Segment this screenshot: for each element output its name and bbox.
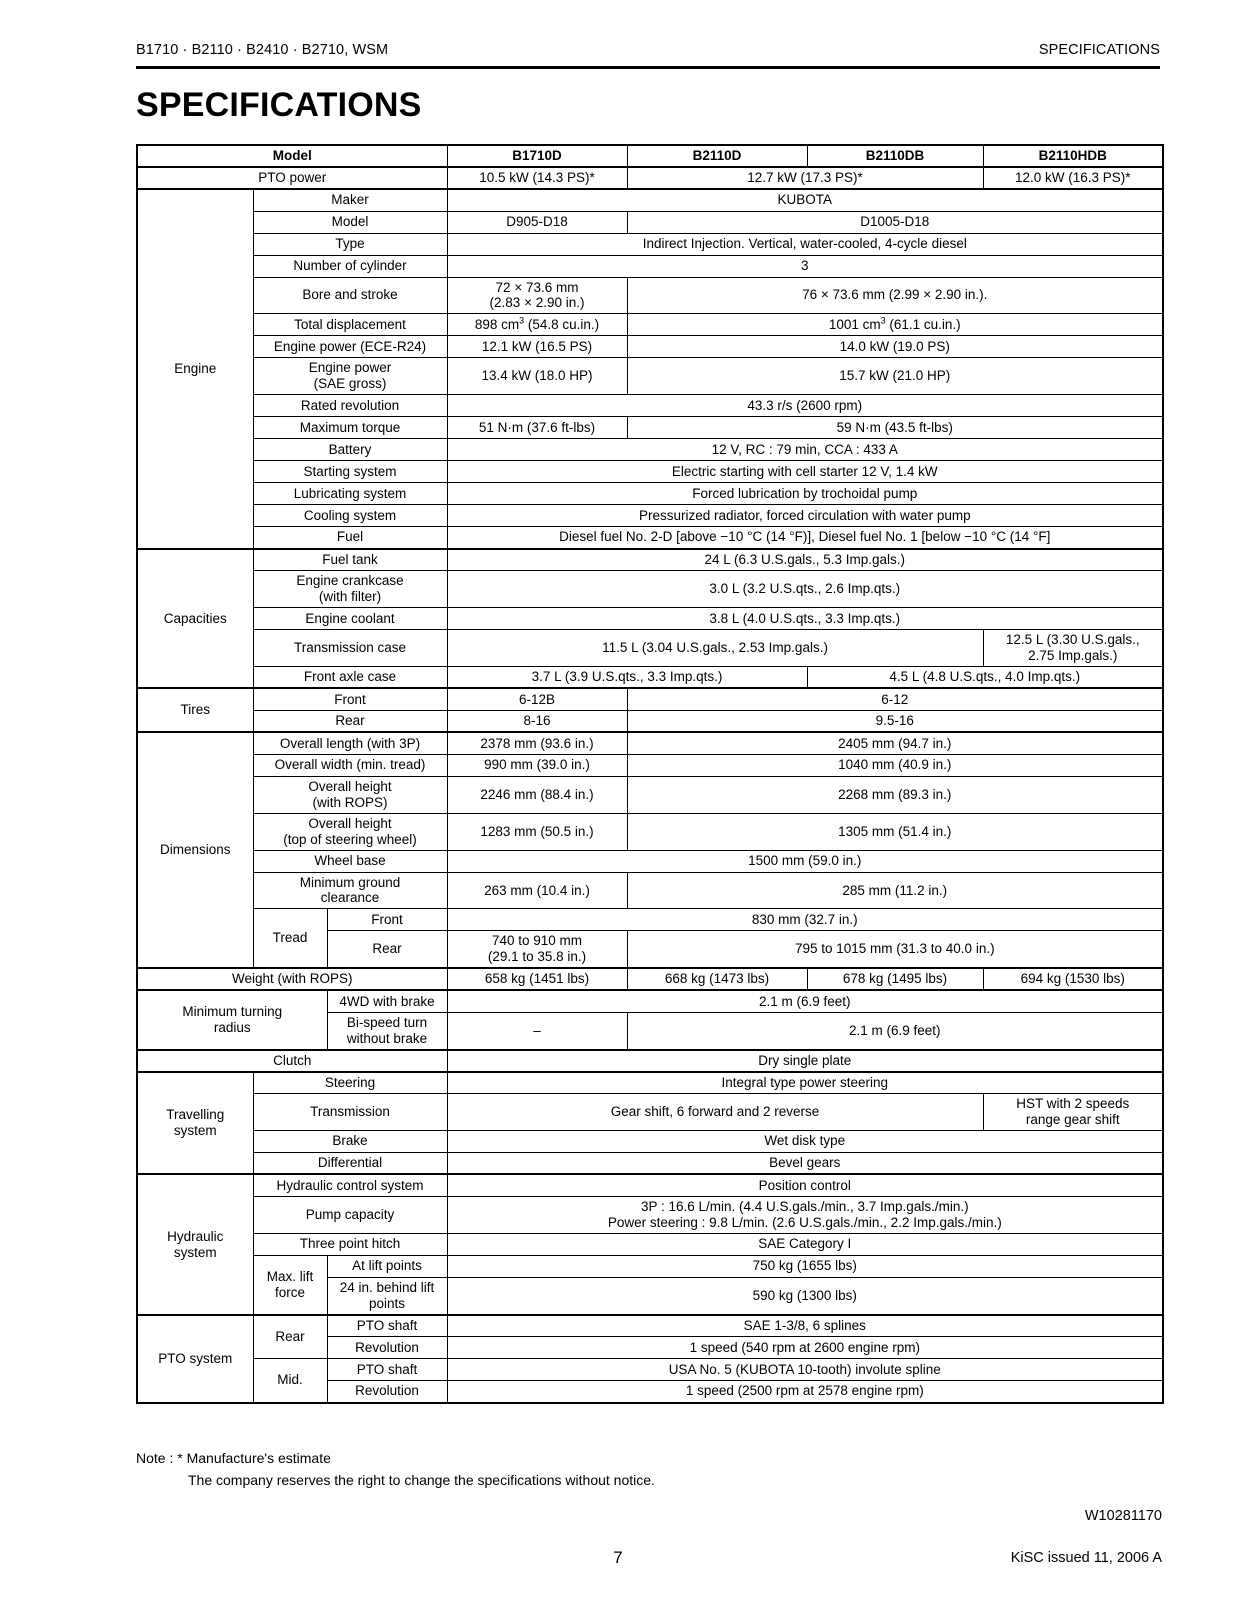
weight-b1710d: 658 kg (1451 lbs)	[447, 968, 627, 990]
row-travelling-steering	[137, 1072, 1163, 1094]
engine-starting-label: Starting system	[253, 461, 447, 483]
pto-mid-revolution-value: 1 speed (2500 rpm at 2578 engine rpm)	[447, 1381, 1163, 1403]
row-weight	[137, 968, 1163, 990]
engine-max-torque-v1: 51 N·m (37.6 ft-lbs)	[447, 417, 627, 439]
group-pto-system: PTO system	[137, 1315, 253, 1403]
engine-bore-stroke-v1	[447, 277, 627, 314]
subgroup-max-lift-force	[253, 1255, 327, 1314]
group-hydraulic-line2: system	[173, 1244, 217, 1260]
travelling-differential-value: Bevel gears	[447, 1152, 1163, 1174]
header-rule	[136, 66, 1160, 69]
engine-power-ece-v1: 12.1 kW (16.5 PS)	[447, 336, 627, 358]
engine-maker-value: KUBOTA	[447, 189, 1163, 211]
row-pto-power	[137, 167, 1163, 189]
row-engine-bore-stroke	[137, 277, 1163, 314]
hydraulic-pump-value	[447, 1196, 1163, 1233]
engine-lubricating-label: Lubricating system	[253, 483, 447, 505]
column-header-b2110db: B2110DB	[807, 145, 983, 167]
turning-bispeed-label-line2: without brake	[346, 1030, 428, 1046]
column-header-b1710d: B1710D	[447, 145, 627, 167]
hydraulic-lift-behind-label-line2: points	[368, 1295, 406, 1311]
pto-mid-revolution-label: Revolution	[327, 1381, 447, 1403]
engine-bore-stroke-label: Bore and stroke	[253, 277, 447, 314]
engine-type-label: Type	[253, 233, 447, 255]
engine-power-sae-label-line2: (SAE gross)	[313, 376, 387, 392]
dimensions-length-v1: 2378 mm (93.6 in.)	[447, 732, 627, 754]
row-travelling-differential	[137, 1152, 1163, 1174]
row-dimensions-tread-front	[137, 909, 1163, 931]
row-engine-maker	[137, 189, 1163, 211]
turning-bispeed-label	[327, 1012, 447, 1049]
engine-displacement-label: Total displacement	[253, 314, 447, 336]
dimensions-ground-clearance-label-line2: clearance	[320, 890, 380, 906]
row-travelling-brake	[137, 1130, 1163, 1152]
row-tires-front	[137, 688, 1163, 710]
note-line-1: Note : * Manufacture's estimate	[136, 1450, 331, 1466]
engine-cooling-label: Cooling system	[253, 505, 447, 527]
subgroup-pto-mid: Mid.	[253, 1359, 327, 1403]
column-header-b2110hdb: B2110HDB	[983, 145, 1163, 167]
capacities-fuel-tank-label: Fuel tank	[253, 549, 447, 571]
dimensions-tread-rear-v1-line2: (29.1 to 35.8 in.)	[487, 949, 587, 965]
engine-bore-stroke-v2: 76 × 73.6 mm (2.99 × 2.90 in.).	[627, 277, 1163, 314]
pto-power-b2110hdb: 12.0 kW (16.3 PS)*	[983, 167, 1163, 189]
dimensions-height-steering-v1: 1283 mm (50.5 in.)	[447, 813, 627, 850]
hydraulic-lift-at-points-value: 750 kg (1655 lbs)	[447, 1255, 1163, 1277]
capacities-fuel-tank-value: 24 L (6.3 U.S.gals., 5.3 Imp.gals.)	[447, 549, 1163, 571]
dimensions-ground-clearance-v1: 263 mm (10.4 in.)	[447, 872, 627, 909]
engine-power-sae-label	[253, 358, 447, 395]
row-clutch	[137, 1050, 1163, 1072]
capacities-crankcase-label-line1: Engine crankcase	[296, 573, 404, 589]
dimensions-width-v1: 990 mm (39.0 in.)	[447, 754, 627, 776]
row-engine-cylinders	[137, 255, 1163, 277]
dimensions-ground-clearance-v2: 285 mm (11.2 in.)	[627, 872, 1163, 909]
weight-b2110d: 668 kg (1473 lbs)	[627, 968, 807, 990]
row-engine-power-ece	[137, 336, 1163, 358]
table-header-row	[137, 145, 1163, 167]
dimensions-tread-front-value: 830 mm (32.7 in.)	[447, 909, 1163, 931]
disp-v1-pre: 898 cm	[474, 316, 520, 332]
group-hydraulic-system	[137, 1174, 253, 1314]
engine-power-ece-label: Engine power (ECE-R24)	[253, 336, 447, 358]
group-dimensions: Dimensions	[137, 732, 253, 968]
capacities-transmission-label: Transmission case	[253, 630, 447, 667]
engine-rated-rev-value: 43.3 r/s (2600 rpm)	[447, 395, 1163, 417]
engine-displacement-v1	[447, 314, 627, 336]
tires-front-v1: 6-12B	[447, 688, 627, 710]
capacities-coolant-label: Engine coolant	[253, 608, 447, 630]
row-pto-rear-shaft	[137, 1315, 1163, 1337]
travelling-brake-label: Brake	[253, 1130, 447, 1152]
engine-battery-value: 12 V, RC : 79 min, CCA : 433 A	[447, 439, 1163, 461]
dimensions-tread-rear-v1	[447, 931, 627, 968]
hydraulic-hitch-value: SAE Category I	[447, 1233, 1163, 1255]
weight-b2110hdb: 694 kg (1530 lbs)	[983, 968, 1163, 990]
tires-rear-v2: 9.5-16	[627, 710, 1163, 732]
group-turning-radius	[137, 990, 327, 1049]
row-hydraulic-hitch	[137, 1233, 1163, 1255]
clutch-label: Clutch	[137, 1050, 447, 1072]
capacities-transmission-v1: 11.5 L (3.04 U.S.gals., 2.53 Imp.gals.)	[447, 630, 983, 667]
dimensions-height-steering-v2: 1305 mm (51.4 in.)	[627, 813, 1163, 850]
dimensions-height-rops-v1: 2246 mm (88.4 in.)	[447, 776, 627, 813]
engine-cooling-value: Pressurized radiator, forced circulation with water pump	[447, 505, 1163, 527]
engine-cylinders-label: Number of cylinder	[253, 255, 447, 277]
capacities-coolant-value: 3.8 L (4.0 U.S.qts., 3.3 Imp.qts.)	[447, 608, 1163, 630]
dimensions-height-rops-v2: 2268 mm (89.3 in.)	[627, 776, 1163, 813]
running-header-right: SPECIFICATIONS	[1038, 42, 1160, 58]
turning-bispeed-v2: 2.1 m (6.9 feet)	[627, 1012, 1163, 1049]
pto-rear-revolution-label: Revolution	[327, 1337, 447, 1359]
row-engine-lubricating	[137, 483, 1163, 505]
page-number: 7	[613, 1548, 623, 1567]
group-capacities: Capacities	[137, 549, 253, 689]
pto-rear-shaft-value: SAE 1-3/8, 6 splines	[447, 1315, 1163, 1337]
dimensions-wheel-base-value: 1500 mm (59.0 in.)	[447, 850, 1163, 872]
travelling-differential-label: Differential	[253, 1152, 447, 1174]
dimensions-height-rops-label-line2: (with ROPS)	[312, 794, 388, 810]
pto-rear-shaft-label: PTO shaft	[327, 1315, 447, 1337]
specifications-table	[136, 144, 1164, 1404]
row-capacities-coolant	[137, 608, 1163, 630]
hydraulic-control-value: Position control	[447, 1174, 1163, 1196]
row-dimensions-ground-clearance	[137, 872, 1163, 909]
dimensions-ground-clearance-label	[253, 872, 447, 909]
travelling-transmission-label: Transmission	[253, 1094, 447, 1131]
row-dimensions-width	[137, 754, 1163, 776]
group-engine: Engine	[137, 189, 253, 549]
dimensions-wheel-base-label: Wheel base	[253, 850, 447, 872]
row-engine-max-torque	[137, 417, 1163, 439]
tires-rear-label: Rear	[253, 710, 447, 732]
row-engine-cooling	[137, 505, 1163, 527]
document-code: W10281170	[1084, 1508, 1162, 1524]
subgroup-pto-rear: Rear	[253, 1315, 327, 1359]
row-engine-model	[137, 211, 1163, 233]
engine-power-ece-v2: 14.0 kW (19.0 PS)	[627, 336, 1163, 358]
row-engine-power-sae	[137, 358, 1163, 395]
engine-max-torque-v2: 59 N·m (43.5 ft-lbs)	[627, 417, 1163, 439]
tires-front-label: Front	[253, 688, 447, 710]
row-engine-rated-rev	[137, 395, 1163, 417]
pto-mid-shaft-value: USA No. 5 (KUBOTA 10-tooth) involute spline	[447, 1359, 1163, 1381]
capacities-crankcase-value: 3.0 L (3.2 U.S.qts., 2.6 Imp.qts.)	[447, 571, 1163, 608]
row-engine-displacement	[137, 314, 1163, 336]
row-capacities-transmission	[137, 630, 1163, 667]
max-lift-force-line2: force	[274, 1284, 305, 1300]
engine-bore-stroke-v1-line2: (2.83 × 2.90 in.)	[489, 295, 585, 311]
row-dimensions-wheel-base	[137, 850, 1163, 872]
capacities-crankcase-label-line2: (with filter)	[318, 589, 382, 605]
group-tires: Tires	[137, 688, 253, 732]
turning-4wd-label: 4WD with brake	[327, 990, 447, 1012]
turning-bispeed-label-line1: Bi-speed turn	[346, 1014, 428, 1030]
column-header-b2110d: B2110D	[627, 145, 807, 167]
row-capacities-crankcase	[137, 571, 1163, 608]
engine-cylinders-value: 3	[447, 255, 1163, 277]
travelling-transmission-v2	[983, 1094, 1163, 1131]
dimensions-width-label: Overall width (min. tread)	[253, 754, 447, 776]
pto-power-b2110d-db: 12.7 kW (17.3 PS)*	[627, 167, 983, 189]
hydraulic-lift-behind-value: 590 kg (1300 lbs)	[447, 1277, 1163, 1314]
engine-model-v1: D905-D18	[447, 211, 627, 233]
dimensions-tread-rear-v2: 795 to 1015 mm (31.3 to 40.0 in.)	[627, 931, 1163, 968]
engine-lubricating-value: Forced lubrication by trochoidal pump	[447, 483, 1163, 505]
pto-rear-revolution-value: 1 speed (540 rpm at 2600 engine rpm)	[447, 1337, 1163, 1359]
engine-type-value: Indirect Injection. Vertical, water-cooled, 4-cycle diesel	[447, 233, 1163, 255]
engine-bore-stroke-v1-line1: 72 × 73.6 mm	[495, 279, 579, 295]
group-travelling-line1: Travelling	[166, 1107, 225, 1123]
disp-v2-sup: 3	[880, 315, 886, 326]
hydraulic-control-label: Hydraulic control system	[253, 1174, 447, 1196]
travelling-steering-label: Steering	[253, 1072, 447, 1094]
specifications-table-container	[136, 144, 1162, 1404]
travelling-brake-value: Wet disk type	[447, 1130, 1163, 1152]
row-hydraulic-pump	[137, 1196, 1163, 1233]
row-engine-battery	[137, 439, 1163, 461]
engine-model-v2: D1005-D18	[627, 211, 1163, 233]
row-engine-type	[137, 233, 1163, 255]
engine-starting-value: Electric starting with cell starter 12 V, 1.4 kW	[447, 461, 1163, 483]
dimensions-tread-rear-v1-line1: 740 to 910 mm	[491, 933, 583, 949]
dimensions-width-v2: 1040 mm (40.9 in.)	[627, 754, 1163, 776]
subgroup-tread: Tread	[253, 909, 327, 968]
engine-power-sae-label-line1: Engine power	[308, 360, 392, 376]
turning-4wd-value: 2.1 m (6.9 feet)	[447, 990, 1163, 1012]
dimensions-ground-clearance-label-line1: Minimum ground	[299, 874, 401, 890]
row-dimensions-height-rops	[137, 776, 1163, 813]
capacities-crankcase-label	[253, 571, 447, 608]
tires-rear-v1: 8-16	[447, 710, 627, 732]
row-pto-mid-shaft	[137, 1359, 1163, 1381]
model-label: Model	[137, 145, 447, 167]
capacities-transmission-v2-line2: 2.75 Imp.gals.)	[1028, 647, 1118, 663]
travelling-steering-value: Integral type power steering	[447, 1072, 1163, 1094]
note-line-2: The company reserves the right to change the specifications without notice.	[188, 1471, 655, 1488]
engine-fuel-value: Diesel fuel No. 2-D [above −10 °C (14 °F)], Diesel fuel No. 1 [below −10 °C (14 °F]	[447, 527, 1163, 549]
dimensions-height-rops-label-line1: Overall height	[308, 778, 392, 794]
dimensions-height-steering-label-line1: Overall height	[308, 815, 392, 831]
row-hydraulic-lift-at-points	[137, 1255, 1163, 1277]
row-capacities-fuel-tank	[137, 549, 1163, 571]
turning-bispeed-v1: –	[447, 1012, 627, 1049]
group-hydraulic-line1: Hydraulic	[167, 1228, 224, 1244]
engine-model-label: Model	[253, 211, 447, 233]
hydraulic-lift-behind-label	[327, 1277, 447, 1314]
capacities-transmission-v2	[983, 630, 1163, 667]
row-capacities-front-axle	[137, 666, 1163, 688]
dimensions-length-v2: 2405 mm (94.7 in.)	[627, 732, 1163, 754]
pto-power-label: PTO power	[137, 167, 447, 189]
engine-rated-rev-label: Rated revolution	[253, 395, 447, 417]
row-tires-rear	[137, 710, 1163, 732]
pto-mid-shaft-label: PTO shaft	[327, 1359, 447, 1381]
travelling-transmission-v1: Gear shift, 6 forward and 2 reverse	[447, 1094, 983, 1131]
capacities-transmission-v2-line1: 12.5 L (3.30 U.S.gals.,	[1005, 632, 1140, 648]
group-turning-radius-line2: radius	[213, 1019, 251, 1035]
disp-v2-pre: 1001 cm	[828, 316, 881, 332]
engine-power-sae-v1: 13.4 kW (18.0 HP)	[447, 358, 627, 395]
notes-block	[136, 1448, 655, 1491]
page-title: SPECIFICATIONS	[136, 86, 422, 124]
engine-power-sae-v2: 15.7 kW (21.0 HP)	[627, 358, 1163, 395]
row-turning-4wd	[137, 990, 1163, 1012]
engine-maker-label: Maker	[253, 189, 447, 211]
travelling-transmission-v2-line2: range gear shift	[1025, 1112, 1120, 1128]
group-turning-radius-line1: Minimum turning	[182, 1004, 283, 1019]
dimensions-length-label: Overall length (with 3P)	[253, 732, 447, 754]
weight-label: Weight (with ROPS)	[137, 968, 447, 990]
weight-b2110db: 678 kg (1495 lbs)	[807, 968, 983, 990]
row-dimensions-height-steering	[137, 813, 1163, 850]
engine-fuel-label: Fuel	[253, 527, 447, 549]
row-hydraulic-control	[137, 1174, 1163, 1196]
disp-v2-post: (61.1 cu.in.)	[885, 316, 961, 332]
engine-max-torque-label: Maximum torque	[253, 417, 447, 439]
clutch-value: Dry single plate	[447, 1050, 1163, 1072]
dimensions-height-steering-label	[253, 813, 447, 850]
dimensions-tread-front-label: Front	[327, 909, 447, 931]
capacities-front-axle-v2: 4.5 L (4.8 U.S.qts., 4.0 Imp.qts.)	[807, 666, 1163, 688]
hydraulic-pump-value-line2: Power steering : 9.8 L/min. (2.6 U.S.gals./min., 2.2 Imp.gals./min.)	[607, 1214, 1002, 1230]
engine-battery-label: Battery	[253, 439, 447, 461]
pto-power-b1710d: 10.5 kW (14.3 PS)*	[447, 167, 627, 189]
dimensions-tread-rear-label: Rear	[327, 931, 447, 968]
row-engine-fuel	[137, 527, 1163, 549]
disp-v1-post: (54.8 cu.in.)	[524, 316, 600, 332]
row-dimensions-length	[137, 732, 1163, 754]
capacities-front-axle-label: Front axle case	[253, 666, 447, 688]
tires-front-v2: 6-12	[627, 688, 1163, 710]
hydraulic-hitch-label: Three point hitch	[253, 1233, 447, 1255]
dimensions-height-rops-label	[253, 776, 447, 813]
dimensions-height-steering-label-line2: (top of steering wheel)	[283, 831, 417, 847]
disp-v1-sup: 3	[519, 315, 525, 326]
max-lift-force-line1: Max. lift	[266, 1268, 314, 1284]
hydraulic-lift-at-points-label: At lift points	[327, 1255, 447, 1277]
hydraulic-pump-label: Pump capacity	[253, 1196, 447, 1233]
engine-displacement-v2	[627, 314, 1163, 336]
hydraulic-lift-behind-label-line1: 24 in. behind lift	[339, 1279, 435, 1295]
row-travelling-transmission	[137, 1094, 1163, 1131]
running-header-left: B1710 · B2110 · B2410 · B2710, WSM	[136, 42, 389, 58]
running-header	[136, 42, 1160, 58]
group-travelling-system	[137, 1072, 253, 1175]
issued-note: KiSC issued 11, 2006 A	[1010, 1550, 1162, 1566]
capacities-front-axle-v1: 3.7 L (3.9 U.S.qts., 3.3 Imp.qts.)	[447, 666, 807, 688]
group-travelling-line2: system	[173, 1123, 217, 1139]
hydraulic-pump-value-line1: 3P : 16.6 L/min. (4.4 U.S.gals./min., 3.7 Imp.gals./min.)	[640, 1198, 969, 1214]
travelling-transmission-v2-line1: HST with 2 speeds	[1016, 1096, 1130, 1112]
row-engine-starting	[137, 461, 1163, 483]
